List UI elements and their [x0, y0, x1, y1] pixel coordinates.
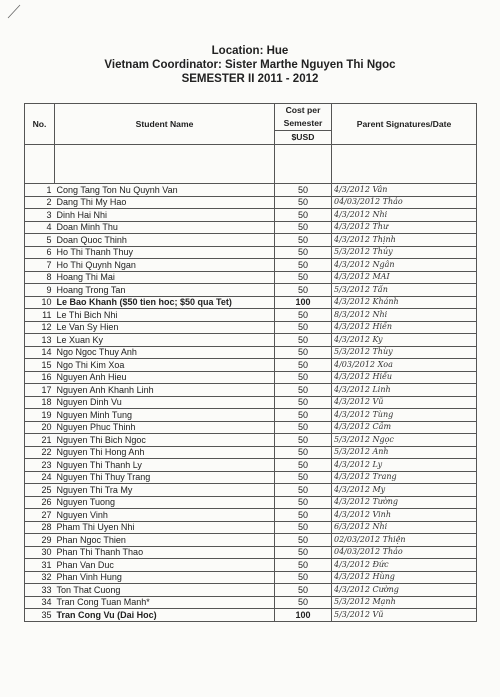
- student-name: Phan Vinh Hung: [55, 571, 275, 584]
- cost-value: 50: [275, 484, 332, 497]
- pen-mark-icon: [6, 2, 24, 20]
- parent-signature: 4/3/2012 Cầm: [332, 421, 477, 434]
- parent-signature: 4/3/2012 Hiếu: [332, 371, 477, 384]
- parent-signature: 4/3/2012 Vũ: [332, 396, 477, 409]
- student-name: Hoang Trong Tan: [55, 284, 275, 297]
- table-row: [25, 371, 477, 384]
- student-name: Nguyen Tuong: [55, 496, 275, 509]
- parent-signature: 04/03/2012 Thảo: [332, 546, 477, 559]
- row-number: 27: [25, 509, 55, 522]
- cost-value: 50: [275, 396, 332, 409]
- student-name: Nguyen Phuc Thinh: [55, 421, 275, 434]
- row-number: 17: [25, 384, 55, 397]
- cost-value: 50: [275, 371, 332, 384]
- cost-value: 50: [275, 584, 332, 597]
- parent-signature: 4/3/2012 Khánh: [332, 296, 477, 309]
- cost-value: 50: [275, 471, 332, 484]
- cost-value: 50: [275, 446, 332, 459]
- row-number: 13: [25, 334, 55, 347]
- table-row: [25, 434, 477, 447]
- table-row: [25, 184, 477, 197]
- cost-value: 50: [275, 196, 332, 209]
- student-name: Nguyen Thi Tra My: [55, 484, 275, 497]
- cost-value: 50: [275, 346, 332, 359]
- table-row: [25, 484, 477, 497]
- row-number: 29: [25, 534, 55, 547]
- parent-signature: 4/3/2012 Ky: [332, 334, 477, 347]
- parent-signature: 5/3/2012 Vũ: [332, 609, 477, 622]
- parent-signature: 5/3/2012 Ngọc: [332, 434, 477, 447]
- row-number: 30: [25, 546, 55, 559]
- table-row: [25, 234, 477, 247]
- col-cost-header-2: Semester: [275, 117, 332, 131]
- student-name: Nguyen Thi Hong Anh: [55, 446, 275, 459]
- cost-value: 50: [275, 384, 332, 397]
- student-name: Hoang Thi Mai: [55, 271, 275, 284]
- parent-signature: 4/3/2012 Vân: [332, 184, 477, 197]
- table-row: [25, 271, 477, 284]
- parent-signature: 5/3/2012 Thùy: [332, 346, 477, 359]
- semester-title: SEMESTER II 2011 - 2012: [181, 73, 319, 85]
- row-number: 22: [25, 446, 55, 459]
- student-name: Nguyen Thi Thanh Ly: [55, 459, 275, 472]
- parent-signature: 4/3/2012 Vinh: [332, 509, 477, 522]
- table-row: [25, 596, 477, 609]
- parent-signature: 4/3/2012 Ngân: [332, 259, 477, 272]
- cost-value: 50: [275, 184, 332, 197]
- student-name: Nguyen Dinh Vu: [55, 396, 275, 409]
- parent-signature: 4/3/2012 Cường: [332, 584, 477, 597]
- cost-value: 50: [275, 534, 332, 547]
- cost-value: 50: [275, 509, 332, 522]
- col-sig-header: Parent Signatures/Date: [332, 104, 477, 145]
- student-name: Le Bao Khanh ($50 tien hoc; $50 qua Tet): [55, 296, 275, 309]
- student-name: Doan Quoc Thinh: [55, 234, 275, 247]
- table-row: [25, 396, 477, 409]
- table-row: [25, 496, 477, 509]
- col-no-header: No.: [25, 104, 55, 145]
- row-number: 15: [25, 359, 55, 372]
- row-number: 25: [25, 484, 55, 497]
- student-name: Cong Tang Ton Nu Quynh Van: [55, 184, 275, 197]
- cost-value: 50: [275, 409, 332, 422]
- student-name: Le Van Sy Hien: [55, 321, 275, 334]
- row-number: 9: [25, 284, 55, 297]
- row-number: 5: [25, 234, 55, 247]
- student-name: Ngo Ngoc Thuy Anh: [55, 346, 275, 359]
- cost-value: 50: [275, 234, 332, 247]
- document-header: [0, 44, 500, 86]
- table-row: [25, 309, 477, 322]
- student-name: Nguyen Minh Tung: [55, 409, 275, 422]
- table-row: [25, 284, 477, 297]
- row-number: 28: [25, 521, 55, 534]
- row-number: 34: [25, 596, 55, 609]
- student-name: Ho Thi Quynh Ngan: [55, 259, 275, 272]
- parent-signature: 02/03/2012 Thiện: [332, 534, 477, 547]
- parent-signature: 4/3/2012 Hùng: [332, 571, 477, 584]
- cost-value: 50: [275, 596, 332, 609]
- table-row: [25, 609, 477, 622]
- cost-value: 50: [275, 259, 332, 272]
- cost-value: 50: [275, 546, 332, 559]
- cost-value: 50: [275, 521, 332, 534]
- table-row: [25, 471, 477, 484]
- table-row: [25, 384, 477, 397]
- row-number: 21: [25, 434, 55, 447]
- cost-value: 50: [275, 571, 332, 584]
- table-row: [25, 246, 477, 259]
- row-number: 24: [25, 471, 55, 484]
- parent-signature: 4/3/2012 Hiền: [332, 321, 477, 334]
- row-number: 10: [25, 296, 55, 309]
- parent-signature: 6/3/2012 Nhi: [332, 521, 477, 534]
- row-number: 16: [25, 371, 55, 384]
- row-number: 2: [25, 196, 55, 209]
- spacer-row: [25, 145, 477, 184]
- cost-value: 50: [275, 321, 332, 334]
- row-number: 3: [25, 209, 55, 222]
- cost-value: 50: [275, 421, 332, 434]
- coordinator-title: Vietnam Coordinator: Sister Marthe Nguyen Thi Ngoc: [104, 59, 396, 71]
- parent-signature: 4/3/2012 My: [332, 484, 477, 497]
- student-table: [24, 103, 477, 622]
- student-name: Doan Minh Thu: [55, 221, 275, 234]
- student-name: Phan Van Duc: [55, 559, 275, 572]
- student-name: Phan Thi Thanh Thao: [55, 546, 275, 559]
- cost-value: 50: [275, 359, 332, 372]
- row-number: 8: [25, 271, 55, 284]
- table-row: [25, 346, 477, 359]
- student-name: Phan Ngoc Thien: [55, 534, 275, 547]
- student-name: Ho Thi Thanh Thuy: [55, 246, 275, 259]
- table-row: [25, 584, 477, 597]
- cost-value: 100: [275, 609, 332, 622]
- row-number: 19: [25, 409, 55, 422]
- parent-signature: 4/3/2012 Nhi: [332, 209, 477, 222]
- student-name: Ngo Thi Kim Xoa: [55, 359, 275, 372]
- table-row: [25, 534, 477, 547]
- cost-value: 50: [275, 209, 332, 222]
- row-number: 35: [25, 609, 55, 622]
- table-row: [25, 546, 477, 559]
- table-row: [25, 509, 477, 522]
- student-name: Le Xuan Ky: [55, 334, 275, 347]
- student-name: Pham Thi Uyen Nhi: [55, 521, 275, 534]
- col-name-header: Student Name: [55, 104, 275, 145]
- parent-signature: 5/3/2012 Tấn: [332, 284, 477, 297]
- student-name: Dinh Hai Nhi: [55, 209, 275, 222]
- parent-signature: 4/3/2012 Trang: [332, 471, 477, 484]
- row-number: 26: [25, 496, 55, 509]
- table-row: [25, 196, 477, 209]
- row-number: 31: [25, 559, 55, 572]
- row-number: 1: [25, 184, 55, 197]
- student-name: Ton That Cuong: [55, 584, 275, 597]
- parent-signature: 5/3/2012 Ánh: [332, 446, 477, 459]
- cost-value: 50: [275, 434, 332, 447]
- parent-signature: 4/3/2012 Tùng: [332, 409, 477, 422]
- row-number: 33: [25, 584, 55, 597]
- table-row: [25, 446, 477, 459]
- row-number: 18: [25, 396, 55, 409]
- col-cost-header-1: Cost per: [275, 104, 332, 118]
- student-name: Tran Cong Tuan Manh*: [55, 596, 275, 609]
- row-number: 12: [25, 321, 55, 334]
- parent-signature: 04/03/2012 Thảo: [332, 196, 477, 209]
- table-row: [25, 221, 477, 234]
- col-cost-header-3: $USD: [275, 131, 332, 145]
- parent-signature: 4/3/2012 Đức: [332, 559, 477, 572]
- cost-value: 50: [275, 459, 332, 472]
- parent-signature: 4/3/2012 Thịnh: [332, 234, 477, 247]
- row-number: 6: [25, 246, 55, 259]
- table-row: [25, 259, 477, 272]
- student-name: Nguyen Thi Thuy Trang: [55, 471, 275, 484]
- table-row: [25, 559, 477, 572]
- parent-signature: 4/03/2012 Xoa: [332, 359, 477, 372]
- student-name: Nguyen Vinh: [55, 509, 275, 522]
- table-row: [25, 359, 477, 372]
- cost-value: 50: [275, 221, 332, 234]
- student-name: Nguyen Anh Hieu: [55, 371, 275, 384]
- cost-value: 50: [275, 496, 332, 509]
- student-name: Tran Cong Vu (Dai Hoc): [55, 609, 275, 622]
- table-row: [25, 296, 477, 309]
- row-number: 7: [25, 259, 55, 272]
- table-row: [25, 421, 477, 434]
- parent-signature: 5/3/2012 Thủy: [332, 246, 477, 259]
- row-number: 11: [25, 309, 55, 322]
- cost-value: 50: [275, 246, 332, 259]
- student-name: Nguyen Anh Khanh Linh: [55, 384, 275, 397]
- table-row: [25, 521, 477, 534]
- location-title: Location: Hue: [211, 45, 289, 57]
- table-row: [25, 571, 477, 584]
- parent-signature: 8/3/2012 Nhi: [332, 309, 477, 322]
- cost-value: 50: [275, 309, 332, 322]
- row-number: 14: [25, 346, 55, 359]
- parent-signature: 4/3/2012 Thư: [332, 221, 477, 234]
- cost-value: 50: [275, 559, 332, 572]
- row-number: 23: [25, 459, 55, 472]
- row-number: 20: [25, 421, 55, 434]
- table-row: [25, 409, 477, 422]
- cost-value: 50: [275, 334, 332, 347]
- table-row: [25, 459, 477, 472]
- row-number: 32: [25, 571, 55, 584]
- student-name: Le Thi Bich Nhi: [55, 309, 275, 322]
- row-number: 4: [25, 221, 55, 234]
- cost-value: 50: [275, 271, 332, 284]
- cost-value: 50: [275, 284, 332, 297]
- parent-signature: 5/3/2012 Mạnh: [332, 596, 477, 609]
- cost-value: 100: [275, 296, 332, 309]
- student-name: Dang Thi My Hao: [55, 196, 275, 209]
- parent-signature: 4/3/2012 Tường: [332, 496, 477, 509]
- parent-signature: 4/3/2012 Ly: [332, 459, 477, 472]
- student-name: Nguyen Thi Bich Ngoc: [55, 434, 275, 447]
- table-row: [25, 209, 477, 222]
- table-row: [25, 334, 477, 347]
- parent-signature: 4/3/2012 Linh: [332, 384, 477, 397]
- table-row: [25, 321, 477, 334]
- parent-signature: 4/3/2012 MAI: [332, 271, 477, 284]
